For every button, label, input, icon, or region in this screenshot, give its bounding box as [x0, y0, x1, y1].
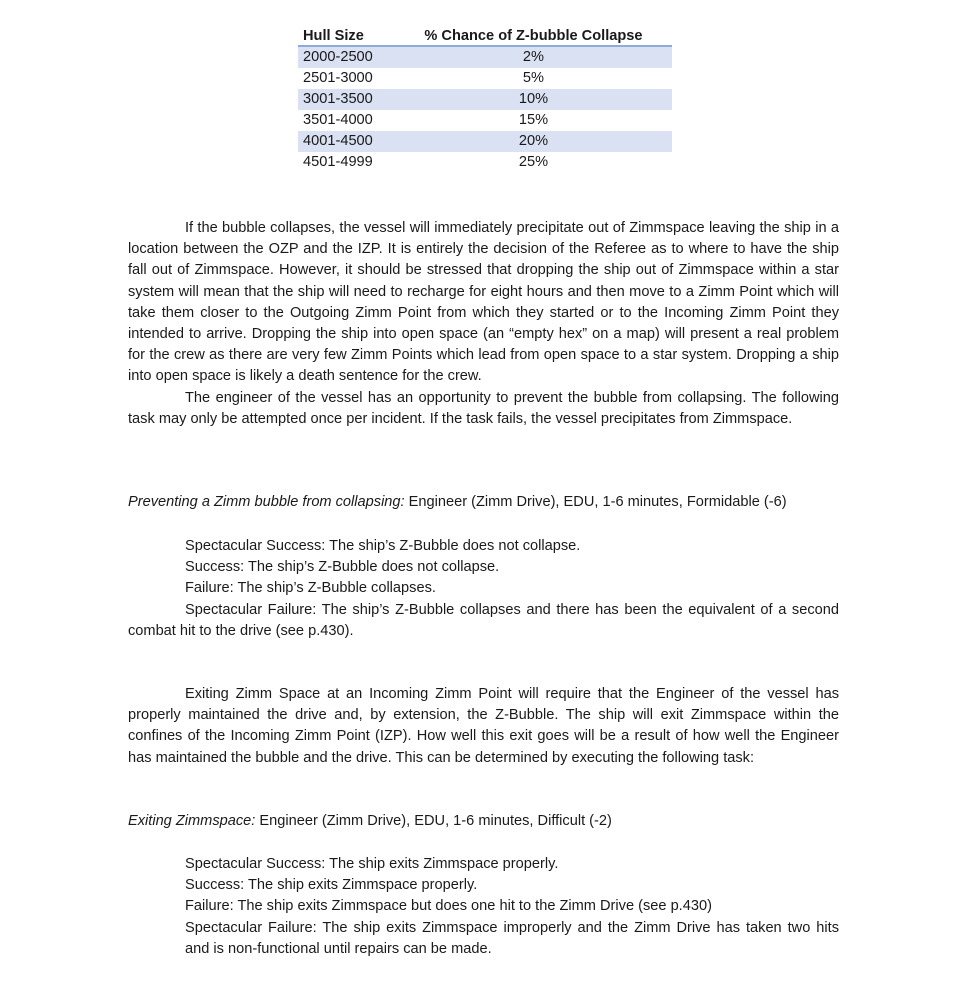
task-details: Engineer (Zimm Drive), EDU, 1-6 minutes, Difficult (-2) [255, 813, 612, 829]
outcome-spectacular-success: Spectacular Success: The ship’s Z-Bubble does not collapse. [185, 538, 581, 554]
outcome-success: Success: The ship’s Z-Bubble does not collapse. [185, 559, 500, 576]
table-row [298, 152, 672, 173]
header-collapse-chance: % Chance of Z-bubble Collapse [395, 27, 672, 46]
hull-size-cell: 3001-3500 [298, 89, 395, 110]
table-row [298, 89, 672, 110]
outcome-failure: Failure: The ship’s Z-Bubble collapses. [185, 580, 436, 597]
task1-outcomes [128, 536, 839, 642]
outcome-spectacular-failure: Spectacular Failure: The ship exits Zimmspace improperly and the Zimm Drive has taken two hits and is non-functional until repairs can be made. [185, 919, 839, 957]
hull-size-cell: 4001-4500 [298, 131, 395, 152]
task2-outcomes [128, 854, 839, 960]
outcome-success: Success: The ship exits Zimmspace properly. [185, 877, 478, 894]
exiting-section [128, 684, 839, 769]
hull-size-table [298, 27, 672, 173]
task-name: Preventing a Zimm bubble from collapsing: [128, 494, 405, 510]
task-line [128, 492, 839, 513]
chance-cell: 15% [518, 112, 549, 128]
task-name: Exiting Zimmspace: [128, 813, 256, 829]
hull-size-cell: 3501-4000 [303, 112, 373, 128]
hull-size-cell: 2501-3000 [303, 70, 373, 86]
chance-cell: 5% [522, 70, 544, 86]
table-row [298, 131, 672, 152]
hull-size-cell: 2000-2500 [298, 46, 395, 68]
collapse-section [128, 218, 839, 430]
task-preventing-collapse [128, 492, 839, 513]
outcome-spectacular-success: Spectacular Success: The ship exits Zimmspace properly. [185, 856, 559, 872]
chance-cell: 2% [395, 46, 672, 68]
table-row [298, 110, 672, 131]
table-row [298, 68, 672, 89]
table-header-row [298, 27, 672, 46]
outcome-spectacular-failure: Spectacular Failure: The ship’s Z-Bubble collapses and there has been the equivalent of a second combat hit to the drive (see p.430). [128, 601, 839, 639]
outcome-failure: Failure: The ship exits Zimmspace but does one hit to the Zimm Drive (see p.430) [185, 898, 712, 915]
chance-cell: 10% [395, 89, 672, 110]
paragraph-exiting: Exiting Zimm Space at an Incoming Zimm Point will require that the Engineer of the vessel has properly maintained the drive and, by extension, the Z-Bubble. The ship will exit Zimmspace within the confines of the Incoming Zimm Point (IZP). How well this exit goes will be a result of how well the Engineer has maintained the bubble and the drive. This can be determined by executing the following task: [128, 686, 839, 766]
task-details: Engineer (Zimm Drive), EDU, 1-6 minutes, Formidable (-6) [404, 494, 787, 510]
table-row [298, 46, 672, 68]
hull-size-cell: 4501-4999 [303, 154, 373, 170]
paragraph-engineer: The engineer of the vessel has an opportunity to prevent the bubble from collapsing. The following task may only be attempted once per incident. If the task fails, the vessel precipitates from Zimmspace. [128, 389, 839, 427]
chance-cell: 25% [518, 154, 549, 170]
header-hull-size: Hull Size [298, 27, 395, 46]
chance-cell: 20% [395, 131, 672, 152]
task-exiting-zimmspace [128, 811, 839, 832]
paragraph-collapse: If the bubble collapses, the vessel will immediately precipitate out of Zimmspace leaving the ship in a location between the OZP and the IZP. It is entirely the decision of the Referee as to where to have the ship fall out of Zimmspace. However, it should be stressed that dropping the ship out of Zimmspace within a star system will mean that the ship will need to recharge for eight hours and then move to a Zimm Point which will take them closer to the Outgoing Zimm Point from which they started or to the Incoming Zimm Point they intended to arrive. Dropping the ship into open space (an “empty hex” on a map) will present a real problem for the crew as there are very few Zimm Points which lead from open space to a star system. Dropping a ship into open space is likely a death sentence for the crew. [128, 220, 839, 385]
task-line [128, 811, 839, 832]
